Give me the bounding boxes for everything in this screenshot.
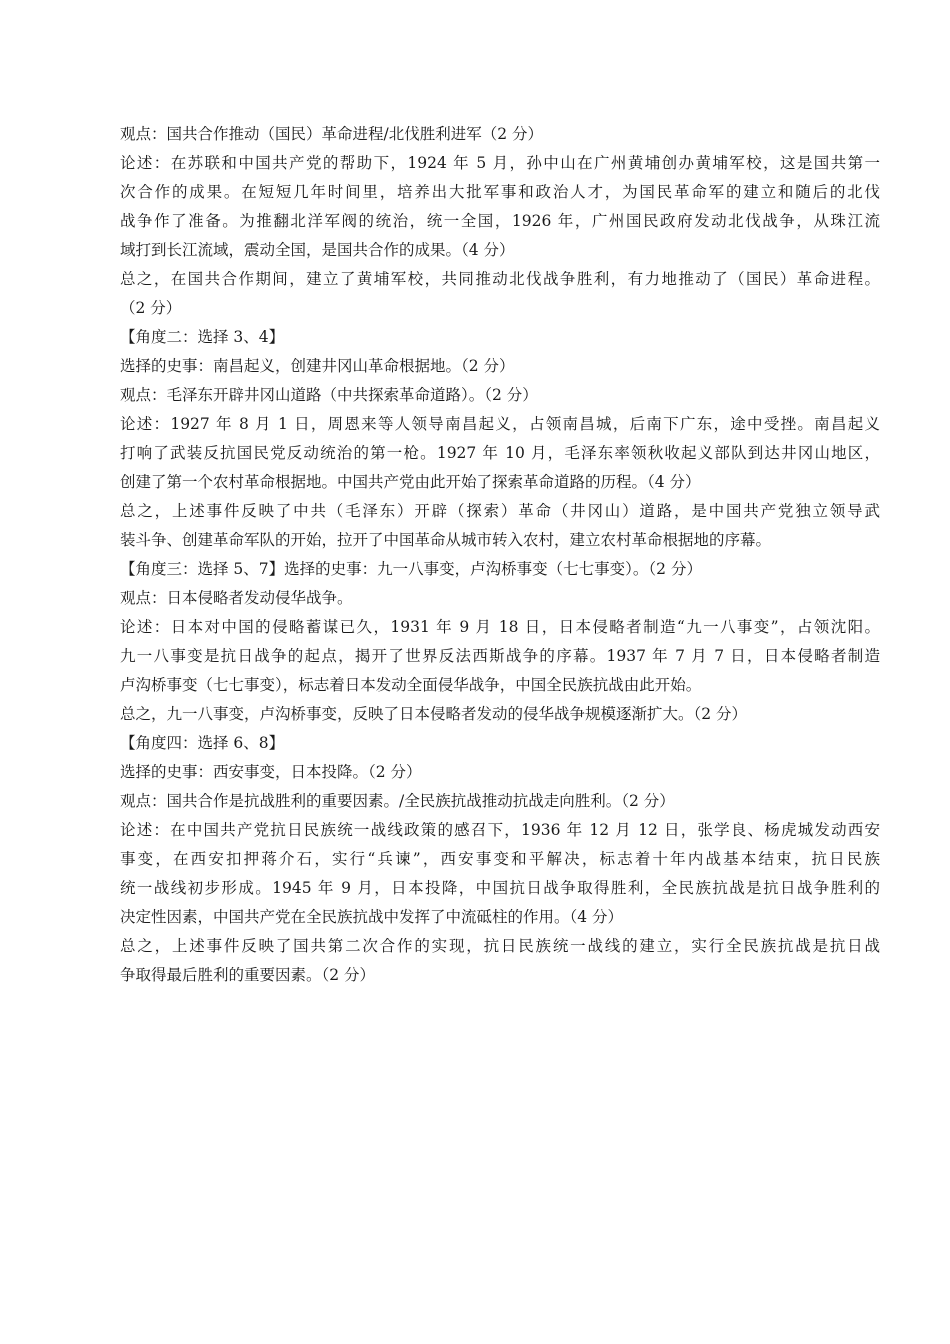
section-heading: 【角度三：选择 5、7】选择的史事：九一八事变，卢沟桥事变（七七事变）。（2 分） <box>120 560 702 578</box>
text-line: 选择的史事：南昌起义，创建井冈山革命根据地。（2 分） <box>120 357 515 375</box>
section-heading: 【角度二：选择 3、4】 <box>120 328 285 346</box>
text-line: 卢沟桥事变（七七事变），标志着日本发动全面侵华战争，中国全民族抗战由此开始。 <box>120 676 702 694</box>
text-line: 事变，在西安扣押蒋介石，实行“兵谏”，西安事变和平解决，标志着十年内战基本结束，抗日民族 <box>120 850 880 868</box>
text-line: 装斗争、创建革命军队的开始，拉开了中国革命从城市转入农村，建立农村革命根据地的序幕。 <box>120 531 772 549</box>
text-line: 论述：在苏联和中国共产党的帮助下，1924 年 5 月，孙中山在广州黄埔创办黄埔军校，这是国共第一 <box>120 154 880 172</box>
text-line: 总之，上述事件反映了国共第二次合作的实现，抗日民族统一战线的建立，实行全民族抗战是抗日战 <box>120 937 880 955</box>
document-page <box>120 120 880 990</box>
text-line: 统一战线初步形成。1945 年 9 月，日本投降，中国抗日战争取得胜利，全民族抗战是抗日战争胜利的 <box>120 879 880 897</box>
text-line: 选择的史事：西安事变，日本投降。（2 分） <box>120 763 422 781</box>
text-line: 九一八事变是抗日战争的起点，揭开了世界反法西斯战争的序幕。1937 年 7 月 7 日，日本侵略者制造 <box>120 647 880 665</box>
text-line: 打响了武装反抗国民党反动统治的第一枪。1927 年 10 月，毛泽东率领秋收起义部队到达井冈山地区， <box>120 444 880 462</box>
text-line: 观点：日本侵略者发动侵华战争。 <box>120 589 353 607</box>
text-line: 论述：在中国共产党抗日民族统一战线政策的感召下，1936 年 12 月 12 日，张学良、杨虎城发动西安 <box>120 821 880 839</box>
text-line: 争取得最后胜利的重要因素。（2 分） <box>120 966 376 984</box>
text-line: 论述：日本对中国的侵略蓄谋已久，1931 年 9 月 18 日，日本侵略者制造“九一八事变”，占领沈阳。 <box>120 618 880 636</box>
text-line: 决定性因素，中国共产党在全民族抗战中发挥了中流砥柱的作用。（4 分） <box>120 908 624 926</box>
text-line: 总之，上述事件反映了中共（毛泽东）开辟（探索）革命（井冈山）道路，是中国共产党独立领导武 <box>120 502 880 520</box>
text-line: 总之，九一八事变，卢沟桥事变，反映了日本侵略者发动的侵华战争规模逐渐扩大。（2 分） <box>120 705 748 723</box>
text-line: （2 分） <box>120 299 182 317</box>
text-line: 域打到长江流域，震动全国，是国共合作的成果。（4 分） <box>120 241 515 259</box>
text-line: 观点：国共合作是抗战胜利的重要因素。/全民族抗战推动抗战走向胜利。（2 分） <box>120 792 675 810</box>
text-line: 总之，在国共合作期间，建立了黄埔军校，共同推动北伐战争胜利，有力地推动了（国民）革命进程。 <box>120 270 880 288</box>
text-line: 创建了第一个农村革命根据地。中国共产党由此开始了探索革命道路的历程。（4 分） <box>120 473 701 491</box>
text-line: 论述：1927 年 8 月 1 日，周恩来等人领导南昌起义，占领南昌城，后南下广东，途中受挫。南昌起义 <box>120 415 880 433</box>
text-line: 观点：毛泽东开辟井冈山道路（中共探索革命道路）。（2 分） <box>120 386 538 404</box>
text-line: 观点：国共合作推动（国民）革命进程/北伐胜利进军（2 分） <box>120 125 544 143</box>
text-line: 次合作的成果。在短短几年时间里，培养出大批军事和政治人才，为国民革命军的建立和随后的北伐 <box>120 183 880 201</box>
section-heading: 【角度四：选择 6、8】 <box>120 734 285 752</box>
text-line: 战争作了准备。为推翻北洋军阀的统治，统一全国，1926 年，广州国民政府发动北伐战争，从珠江流 <box>120 212 880 230</box>
